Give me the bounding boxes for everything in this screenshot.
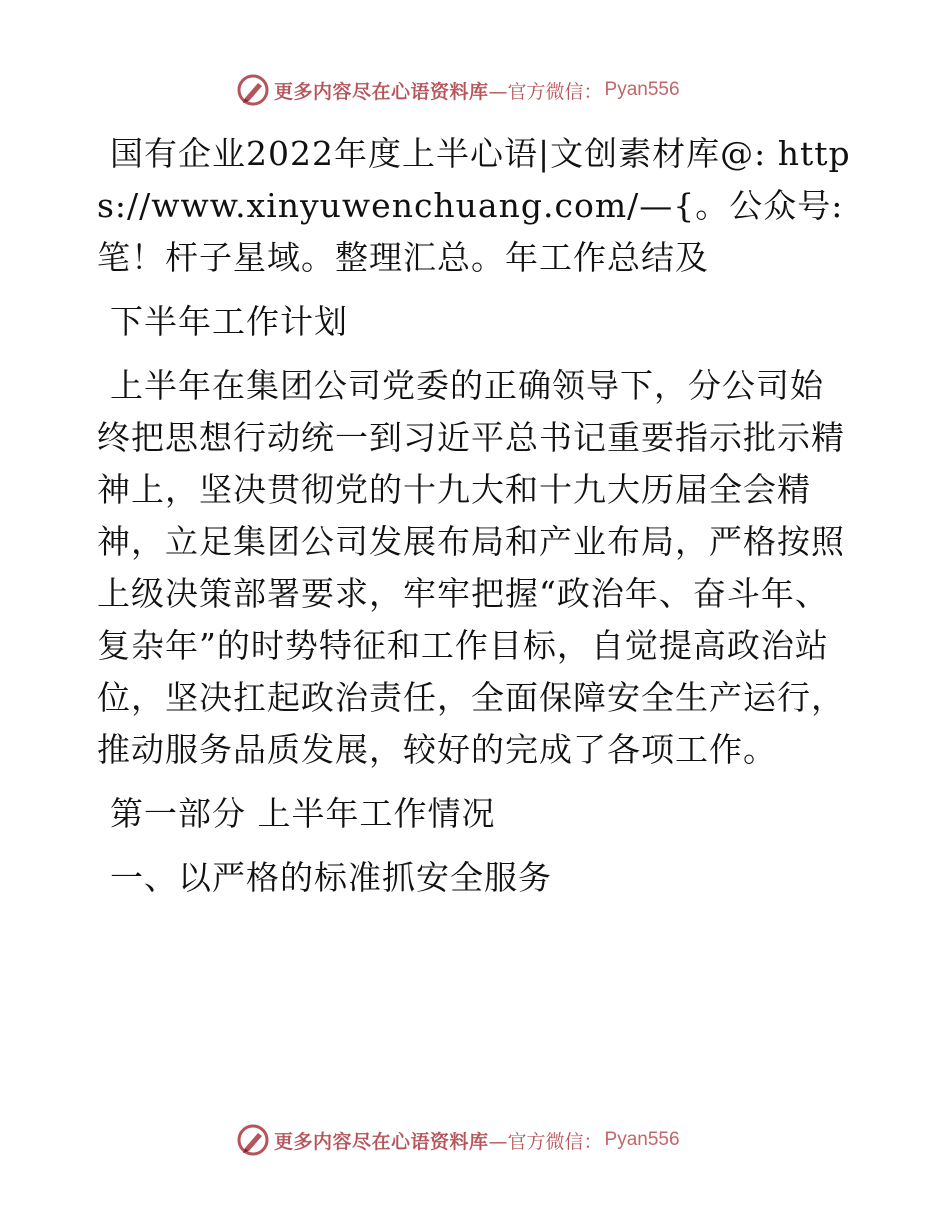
body-paragraph: 上半年在集团公司党委的正确领导下，分公司始终把思想行动统一到习近平总书记重要指示批示精神上，坚决贯彻党的十九大和十九大历届全会精神，立足集团公司发展布局和产业布局，严格按照上级决策部署要求，牢牢把握“政治年、奋斗年、复杂年”的时势特征和工作目标，自觉提高政治站位，坚决扛起政治责任，全面保障安全生产运行，推动服务品质发展，较好的完成了各项工作。 bbox=[97, 366, 845, 769]
document-subtitle: 下半年工作计划 bbox=[110, 302, 348, 341]
banner-official-text: —官方微信： bbox=[488, 80, 603, 103]
part-heading: 第一部分 上半年工作情况 bbox=[110, 794, 496, 833]
banner-official-text: —官方微信： bbox=[488, 1130, 603, 1153]
banner-wechat-id: Pyan556 bbox=[604, 79, 680, 100]
banner-wechat-id: Pyan556 bbox=[604, 1129, 680, 1150]
footer-watermark-banner bbox=[236, 1122, 680, 1158]
banner-site-text: 更多内容尽在心语资料库 bbox=[274, 1130, 489, 1153]
section-heading: 一、以严格的标准抓安全服务 bbox=[110, 858, 552, 897]
document-body bbox=[97, 128, 857, 916]
document-title: 国有企业2022年度上半心语|文创素材库@: https://www.xinyuwenchuang.com/—{。公众号: 笔！杆子星域。整理汇总。年工作总结及 bbox=[97, 134, 851, 277]
pen-logo-icon bbox=[236, 1123, 270, 1157]
pen-logo-icon bbox=[236, 73, 270, 107]
banner-site-text: 更多内容尽在心语资料库 bbox=[274, 80, 489, 103]
header-watermark-banner bbox=[236, 72, 680, 108]
